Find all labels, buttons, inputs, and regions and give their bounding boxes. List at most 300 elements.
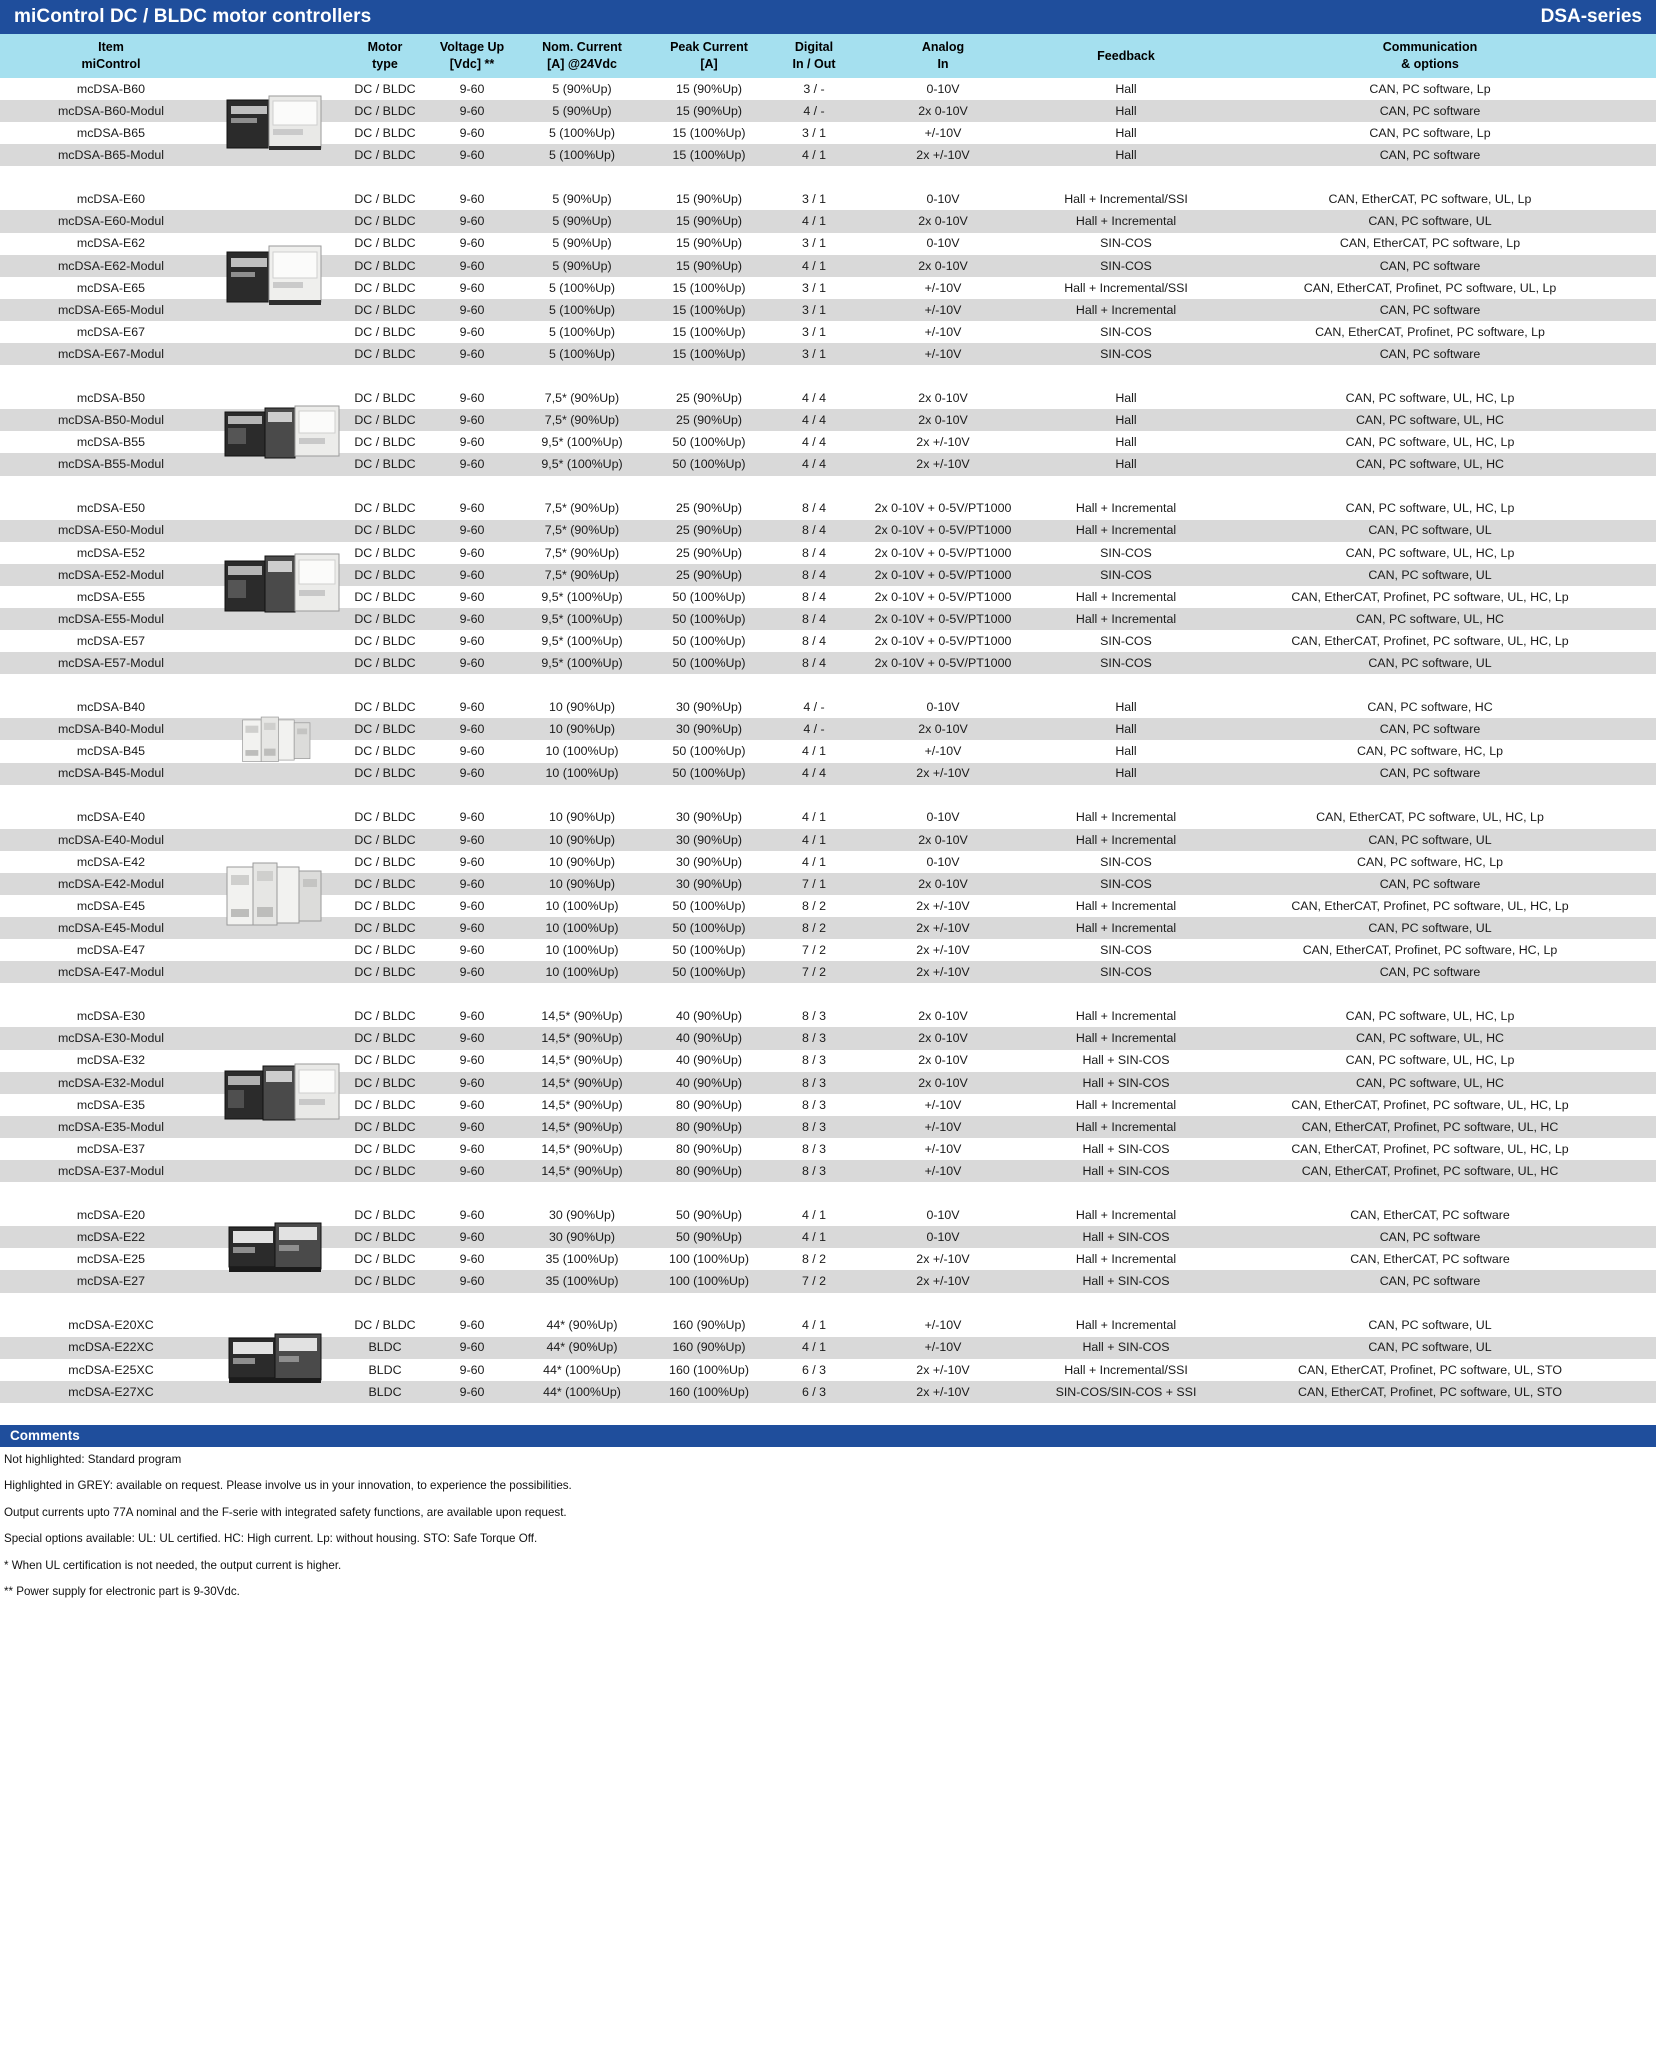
cell-analog-in: 2x 0-10V [918,390,968,405]
cell-nominal-current: 14,5* (90%Up) [541,1141,623,1156]
product-group [0,78,1656,166]
cell-voltage: 9-60 [459,965,485,980]
cell-feedback: SIN-COS [1100,965,1152,980]
cell-analog-in: 2x 0-10V [918,1009,968,1024]
cell-peak-current: 50 (100%Up) [672,920,746,935]
cell-product-image [222,939,342,961]
cell-product-image [222,277,342,299]
cell-feedback: Hall + Incremental [1075,1207,1177,1222]
cell-product-image [222,961,342,983]
cell-communication: CAN, PC software, UL, HC [1355,611,1505,626]
cell-motor-type: DC / BLDC [354,346,416,361]
cell-product-image [222,696,342,718]
cell-analog-in: 0-10V [926,810,960,825]
cell-digital-io: 8 / 3 [801,1075,827,1090]
cell-product-image [222,1204,342,1226]
cell-peak-current: 15 (100%Up) [672,280,746,295]
cell-product-image [222,718,342,740]
cell-digital-io: 3 / - [803,81,825,96]
cell-item: mcDSA-E65 [76,280,146,295]
cell-item: mcDSA-E42 [76,854,146,869]
col-header-image [222,34,342,78]
cell-communication: CAN, EtherCAT, PC software [1350,1207,1510,1222]
cell-motor-type: DC / BLDC [354,435,416,450]
cell-motor-type: DC / BLDC [354,810,416,825]
group-spacer [0,785,1656,807]
product-group [0,188,1656,365]
cell-feedback: Hall + SIN-COS [1082,1340,1170,1355]
cell-digital-io: 4 / 1 [801,1230,827,1245]
cell-nominal-current: 10 (100%Up) [545,965,619,980]
cell-feedback: Hall [1115,390,1137,405]
cell-peak-current: 80 (90%Up) [675,1097,743,1112]
cell-nominal-current: 9,5* (100%Up) [541,457,623,472]
cell-voltage: 9-60 [459,523,485,538]
cell-nominal-current: 14,5* (90%Up) [541,1119,623,1134]
cell-digital-io: 8 / 4 [801,589,827,604]
cell-communication: CAN, EtherCAT, Profinet, PC software, Lp [1315,324,1545,339]
table-row [0,873,1656,895]
cell-motor-type: DC / BLDC [354,258,416,273]
cell-communication: CAN, EtherCAT, Profinet, PC software, UL, HC, Lp [1291,1141,1569,1156]
cell-item: mcDSA-E47 [76,943,146,958]
cell-communication: CAN, PC software, UL, HC, Lp [1345,501,1515,516]
cell-feedback: SIN-COS/SIN-COS + SSI [1055,1384,1197,1399]
comment-note: Output currents upto 77A nominal and the F-serie with integrated safety functions, are available upon request. [4,1505,567,1519]
cell-item: mcDSA-B50 [76,390,146,405]
cell-voltage: 9-60 [459,1207,485,1222]
cell-peak-current: 50 (100%Up) [672,766,746,781]
cell-item: mcDSA-E55 [76,589,146,604]
cell-communication: CAN, PC software, UL, HC, Lp [1345,1009,1515,1024]
cell-analog-in: 2x +/-10V [916,943,970,958]
cell-voltage: 9-60 [459,1141,485,1156]
cell-feedback: Hall + Incremental [1075,1119,1177,1134]
cell-motor-type: DC / BLDC [354,876,416,891]
cell-product-image [222,387,342,409]
cell-communication: CAN, PC software [1379,876,1481,891]
table-row [0,1226,1656,1248]
cell-product-image [222,873,342,895]
col-header-ana-line2: In [937,57,949,71]
cell-communication: CAN, EtherCAT, Profinet, PC software, UL, HC, Lp [1291,633,1569,648]
cell-motor-type: DC / BLDC [354,1097,416,1112]
cell-motor-type: DC / BLDC [354,700,416,715]
cell-digital-io: 8 / 3 [801,1163,827,1178]
cell-voltage: 9-60 [459,1340,485,1355]
group-spacer [0,1293,1656,1315]
cell-communication: CAN, EtherCAT, Profinet, PC software, UL, Lp [1303,280,1557,295]
group-spacer [0,1182,1656,1204]
cell-communication: CAN, PC software [1379,302,1481,317]
table-row [0,453,1656,475]
cell-nominal-current: 44* (100%Up) [543,1384,621,1399]
cell-digital-io: 8 / 4 [801,501,827,516]
cell-product-image [222,233,342,255]
table-row [0,608,1656,630]
col-header-item-line2: miControl [81,57,141,71]
cell-digital-io: 8 / 4 [801,567,827,582]
col-header-nom-line2: [A] @24Vdc [547,57,617,71]
cell-feedback: Hall + Incremental/SSI [1064,192,1188,207]
cell-analog-in: 2x 0-10V + 0-5V/PT1000 [874,501,1012,516]
col-header-comm-line2: & options [1401,57,1459,71]
comments-notes [0,1447,1656,1621]
cell-feedback: SIN-COS [1100,567,1152,582]
cell-motor-type: DC / BLDC [354,413,416,428]
cell-peak-current: 100 (100%Up) [669,1252,749,1267]
col-header-comm-line1: Communication [1382,40,1478,55]
cell-item: mcDSA-B40-Modul [57,722,165,737]
cell-item: mcDSA-E27 [76,1274,146,1289]
cell-item: mcDSA-B60 [76,81,146,96]
cell-product-image [222,188,342,210]
cell-digital-io: 4 / 1 [801,744,827,759]
table-row [0,564,1656,586]
table-row [0,1381,1656,1403]
table-row [0,763,1656,785]
cell-communication: CAN, PC software, UL, HC [1355,457,1505,472]
cell-analog-in: 2x +/-10V [916,148,970,163]
col-header-dig-line1: Digital [794,40,834,55]
cell-motor-type: DC / BLDC [354,1075,416,1090]
table-row [0,586,1656,608]
cell-voltage: 9-60 [459,346,485,361]
cell-product-image [222,608,342,630]
cell-item: mcDSA-E40 [76,810,146,825]
cell-item: mcDSA-E27XC [68,1384,154,1399]
cell-peak-current: 15 (90%Up) [675,258,743,273]
cell-analog-in: 0-10V [926,236,960,251]
cell-analog-in: 2x 0-10V [918,832,968,847]
cell-nominal-current: 9,5* (100%Up) [541,633,623,648]
cell-analog-in: +/-10V [924,1119,962,1134]
cell-communication: CAN, PC software, UL, HC, Lp [1345,435,1515,450]
cell-nominal-current: 9,5* (100%Up) [541,656,623,670]
cell-feedback: Hall [1115,700,1137,715]
cell-digital-io: 8 / 3 [801,1031,827,1046]
cell-feedback: SIN-COS [1100,324,1152,339]
cell-feedback: Hall + Incremental [1075,501,1177,516]
table-row [0,409,1656,431]
comment-note: ** Power supply for electronic part is 9-30Vdc. [4,1584,240,1598]
cell-voltage: 9-60 [459,236,485,251]
cell-item: mcDSA-B50-Modul [57,413,165,428]
cell-communication: CAN, EtherCAT, Profinet, PC software, UL, HC, Lp [1291,589,1569,604]
cell-analog-in: +/-10V [924,1141,962,1156]
cell-peak-current: 50 (100%Up) [672,744,746,759]
cell-motor-type: DC / BLDC [354,126,416,141]
cell-motor-type: DC / BLDC [354,1119,416,1134]
cell-motor-type: DC / BLDC [354,1252,416,1267]
cell-analog-in: 2x 0-10V + 0-5V/PT1000 [874,545,1012,560]
cell-digital-io: 4 / 4 [801,435,827,450]
col-header-analog-in [858,34,1028,78]
table-row [0,1315,1656,1337]
cell-product-image [222,431,342,453]
cell-voltage: 9-60 [459,545,485,560]
cell-nominal-current: 44* (100%Up) [543,1362,621,1377]
cell-peak-current: 15 (90%Up) [675,236,743,251]
cell-motor-type: DC / BLDC [354,611,416,626]
cell-item: mcDSA-E20XC [68,1318,154,1333]
cell-motor-type: DC / BLDC [354,965,416,980]
cell-communication: CAN, PC software, UL [1368,832,1492,847]
cell-digital-io: 8 / 3 [801,1009,827,1024]
table-row [0,939,1656,961]
cell-digital-io: 3 / 1 [801,192,827,207]
cell-feedback: Hall + Incremental/SSI [1064,280,1188,295]
cell-feedback: SIN-COS [1100,258,1152,273]
group-spacer [0,674,1656,696]
group-spacer [0,166,1656,188]
table-row [0,1204,1656,1226]
cell-communication: CAN, EtherCAT, PC software, Lp [1339,236,1521,251]
cell-analog-in: 2x 0-10V + 0-5V/PT1000 [874,656,1012,670]
cell-communication: CAN, PC software, UL, HC [1355,413,1505,428]
cell-feedback: SIN-COS [1100,656,1152,670]
cell-communication: CAN, PC software [1379,148,1481,163]
cell-nominal-current: 9,5* (100%Up) [541,589,623,604]
table-row [0,1072,1656,1094]
cell-product-image [222,1315,342,1337]
cell-product-image [222,542,342,564]
cell-analog-in: 2x 0-10V [918,103,968,118]
col-header-communication [1224,34,1636,78]
cell-feedback: Hall + Incremental [1075,1097,1177,1112]
cell-feedback: Hall + SIN-COS [1082,1141,1170,1156]
comment-note: Not highlighted: Standard program [4,1452,182,1466]
cell-voltage: 9-60 [459,280,485,295]
cell-motor-type: DC / BLDC [354,832,416,847]
comments-heading: Comments [10,1428,80,1444]
table-row [0,498,1656,520]
cell-digital-io: 8 / 4 [801,611,827,626]
cell-digital-io: 4 / 1 [801,832,827,847]
cell-nominal-current: 14,5* (90%Up) [541,1009,623,1024]
cell-digital-io: 4 / 1 [801,1318,827,1333]
cell-feedback: Hall + Incremental [1075,920,1177,935]
cell-product-image [222,321,342,343]
cell-motor-type: DC / BLDC [354,457,416,472]
cell-communication: CAN, PC software, HC, Lp [1357,744,1503,759]
cell-voltage: 9-60 [459,898,485,913]
cell-nominal-current: 9,5* (100%Up) [541,435,623,450]
cell-nominal-current: 7,5* (90%Up) [544,501,620,516]
product-group [0,498,1656,675]
cell-nominal-current: 10 (100%Up) [545,766,619,781]
cell-nominal-current: 7,5* (90%Up) [544,523,620,538]
cell-peak-current: 160 (100%Up) [669,1362,749,1377]
product-group [0,807,1656,984]
cell-analog-in: 0-10V [926,81,960,96]
cell-item: mcDSA-E42-Modul [57,876,165,891]
cell-motor-type: DC / BLDC [354,1141,416,1156]
page-title: miControl DC / BLDC motor controllers [14,6,372,27]
cell-peak-current: 15 (100%Up) [672,324,746,339]
cell-voltage: 9-60 [459,766,485,781]
cell-nominal-current: 44* (90%Up) [546,1318,618,1333]
cell-item: mcDSA-E30 [76,1009,146,1024]
cell-peak-current: 30 (90%Up) [675,810,743,825]
cell-digital-io: 4 / - [803,722,825,737]
cell-peak-current: 100 (100%Up) [669,1274,749,1289]
cell-analog-in: 2x 0-10V [918,876,968,891]
cell-product-image [222,1359,342,1381]
cell-nominal-current: 14,5* (90%Up) [541,1053,623,1068]
cell-nominal-current: 7,5* (90%Up) [544,567,620,582]
cell-nominal-current: 7,5* (90%Up) [544,390,620,405]
cell-peak-current: 15 (100%Up) [672,302,746,317]
product-group [0,1204,1656,1292]
cell-feedback: Hall [1115,126,1137,141]
table-row [0,1248,1656,1270]
cell-item: mcDSA-E32-Modul [57,1075,165,1090]
cell-motor-type: DC / BLDC [354,214,416,229]
cell-item: mcDSA-E57 [76,633,146,648]
cell-item: mcDSA-E37 [76,1141,146,1156]
cell-analog-in: 2x 0-10V [918,1031,968,1046]
cell-analog-in: 2x +/-10V [916,457,970,472]
cell-voltage: 9-60 [459,700,485,715]
cell-voltage: 9-60 [459,876,485,891]
cell-communication: CAN, EtherCAT, PC software, UL, HC, Lp [1316,810,1544,825]
table-row [0,122,1656,144]
table-row [0,1270,1656,1292]
cell-nominal-current: 10 (90%Up) [548,810,616,825]
cell-feedback: Hall [1115,457,1137,472]
cell-communication: CAN, PC software, HC, Lp [1357,854,1503,869]
cell-peak-current: 30 (90%Up) [675,876,743,891]
table-row [0,851,1656,873]
cell-item: mcDSA-E57-Modul [57,656,165,670]
cell-communication: CAN, PC software [1379,346,1481,361]
cell-analog-in: 2x 0-10V [918,214,968,229]
cell-product-image [222,851,342,873]
cell-item: mcDSA-E45-Modul [57,920,165,935]
cell-communication: CAN, PC software, UL [1368,920,1492,935]
col-header-feed-line1: Feedback [1097,48,1155,63]
cell-peak-current: 50 (100%Up) [672,611,746,626]
cell-item: mcDSA-B45 [76,744,146,759]
cell-item: mcDSA-E62-Modul [57,258,165,273]
cell-motor-type: DC / BLDC [354,1318,416,1333]
cell-voltage: 9-60 [459,589,485,604]
cell-analog-in: +/-10V [924,1097,962,1112]
cell-digital-io: 4 / 1 [801,1207,827,1222]
cell-nominal-current: 5 (90%Up) [552,81,612,96]
cell-voltage: 9-60 [459,1031,485,1046]
table-row [0,542,1656,564]
cell-voltage: 9-60 [459,390,485,405]
cell-communication: CAN, PC software [1379,1230,1481,1245]
cell-voltage: 9-60 [459,1119,485,1134]
cell-communication: CAN, PC software [1379,258,1481,273]
cell-nominal-current: 5 (100%Up) [548,324,616,339]
cell-motor-type: DC / BLDC [354,324,416,339]
cell-peak-current: 15 (90%Up) [675,192,743,207]
cell-feedback: Hall [1115,103,1137,118]
cell-analog-in: +/-10V [924,346,962,361]
cell-nominal-current: 10 (90%Up) [548,700,616,715]
cell-digital-io: 4 / 1 [801,854,827,869]
table-row [0,299,1656,321]
cell-digital-io: 8 / 3 [801,1097,827,1112]
table-row [0,652,1656,674]
cell-voltage: 9-60 [459,810,485,825]
cell-item: mcDSA-B45-Modul [57,766,165,781]
cell-communication: CAN, PC software, UL [1368,523,1492,538]
cell-digital-io: 4 / 1 [801,258,827,273]
col-header-motor-type [342,34,428,78]
cell-product-image [222,1027,342,1049]
cell-feedback: SIN-COS [1100,633,1152,648]
cell-feedback: SIN-COS [1100,236,1152,251]
col-header-digital-io [770,34,858,78]
table-row [0,630,1656,652]
cell-voltage: 9-60 [459,258,485,273]
cell-voltage: 9-60 [459,633,485,648]
cell-voltage: 9-60 [459,103,485,118]
cell-analog-in: 2x +/-10V [916,920,970,935]
cell-motor-type: DC / BLDC [354,567,416,582]
cell-digital-io: 7 / 2 [801,943,827,958]
cell-nominal-current: 10 (90%Up) [548,832,616,847]
cell-product-image [222,564,342,586]
cell-peak-current: 50 (100%Up) [672,656,746,670]
cell-analog-in: 2x +/-10V [916,965,970,980]
table-row [0,740,1656,762]
cell-communication: CAN, EtherCAT, Profinet, PC software, UL, HC, Lp [1291,898,1569,913]
cell-communication: CAN, PC software, UL, HC [1355,1075,1505,1090]
cell-item: mcDSA-E55-Modul [57,611,165,626]
cell-voltage: 9-60 [459,501,485,516]
cell-motor-type: DC / BLDC [354,1230,416,1245]
cell-voltage: 9-60 [459,656,485,670]
cell-nominal-current: 7,5* (90%Up) [544,545,620,560]
cell-communication: CAN, PC software, UL [1368,656,1492,670]
cell-item: mcDSA-E45 [76,898,146,913]
cell-feedback: Hall [1115,413,1137,428]
cell-analog-in: 0-10V [926,1207,960,1222]
cell-feedback: Hall + SIN-COS [1082,1274,1170,1289]
col-header-peak-line2: [A] [700,57,718,71]
cell-motor-type: DC / BLDC [354,943,416,958]
cell-analog-in: 2x 0-10V + 0-5V/PT1000 [874,523,1012,538]
cell-motor-type: DC / BLDC [354,192,416,207]
cell-product-image [222,1005,342,1027]
cell-motor-type: DC / BLDC [354,920,416,935]
cell-product-image [222,1116,342,1138]
cell-item: mcDSA-E40-Modul [57,832,165,847]
col-header-peak-current [648,34,770,78]
table-row [0,1138,1656,1160]
col-header-voltage [428,34,516,78]
cell-feedback: Hall [1115,722,1137,737]
cell-analog-in: 2x 0-10V [918,1075,968,1090]
cell-communication: CAN, PC software, Lp [1369,81,1491,96]
cell-product-image [222,144,342,166]
table-row [0,1116,1656,1138]
cell-analog-in: 2x +/-10V [916,1362,970,1377]
cell-analog-in: 2x +/-10V [916,766,970,781]
cell-product-image [222,895,342,917]
cell-voltage: 9-60 [459,324,485,339]
cell-nominal-current: 14,5* (90%Up) [541,1163,623,1178]
cell-voltage: 9-60 [459,1384,485,1399]
cell-product-image [222,453,342,475]
cell-motor-type: DC / BLDC [354,766,416,781]
